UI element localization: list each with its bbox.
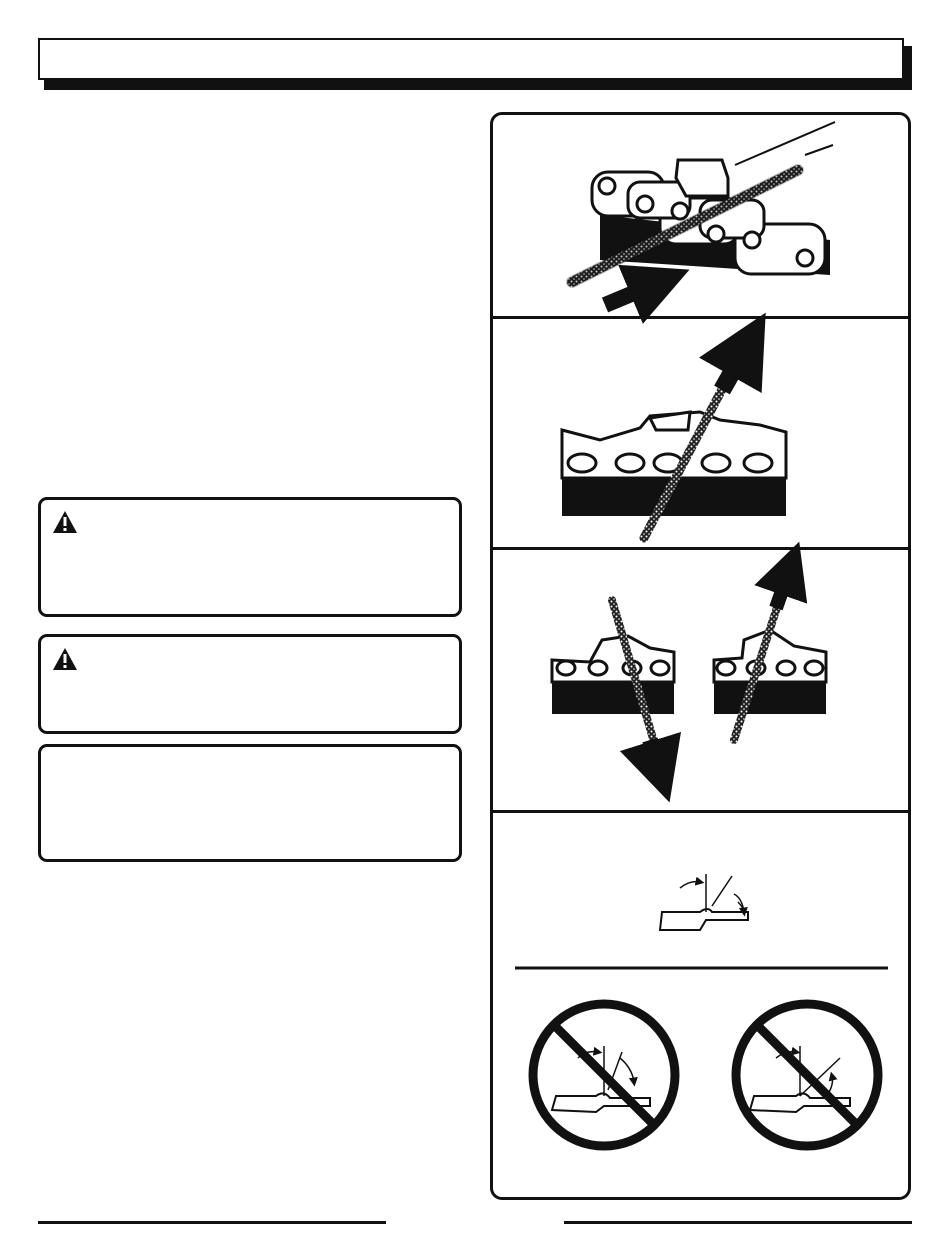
file-stroke-comparison-illustration: [552, 568, 826, 772]
footer-rule-right: [564, 1221, 912, 1224]
file-on-cutter-illustration: [572, 122, 835, 305]
correct-angle-illustration: [660, 874, 748, 930]
prohibited-angle-icon: [533, 1004, 675, 1146]
footer-rule-left: [38, 1221, 386, 1224]
prohibited-angle-icon: [736, 1004, 878, 1146]
file-stroke-up-illustration: [562, 344, 786, 538]
